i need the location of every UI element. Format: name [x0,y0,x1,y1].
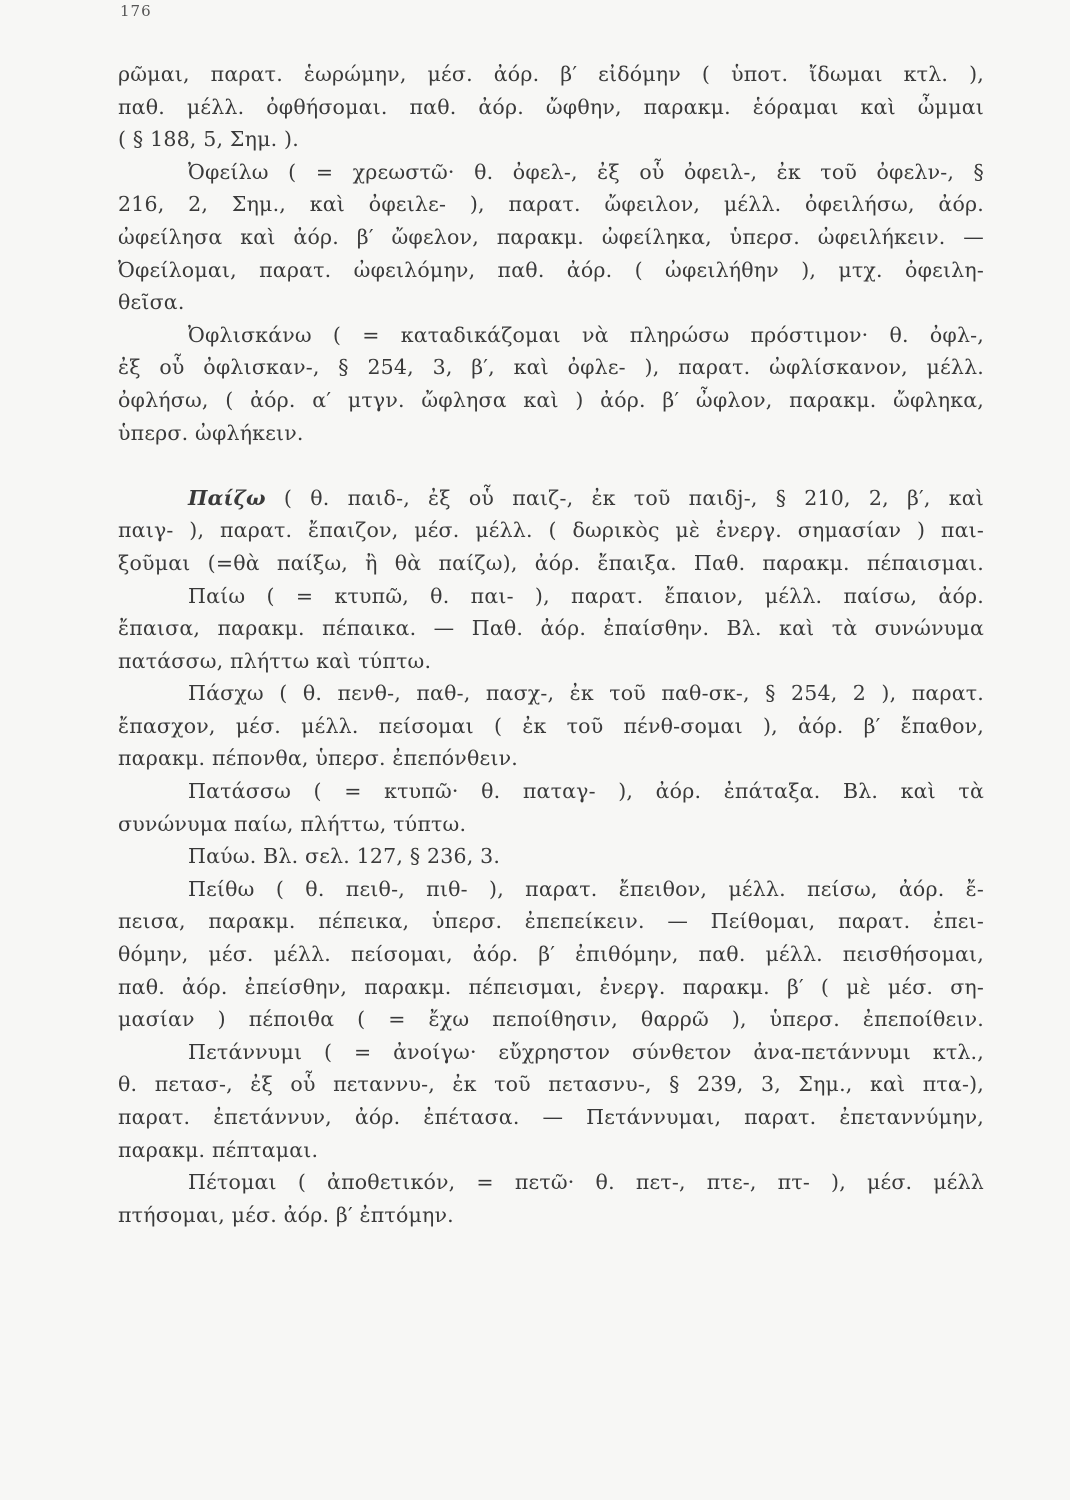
entry-pauo: Παύω. Βλ. σελ. 127, § 236, 3. [188,844,501,869]
text-line: θεῖσα. [118,290,185,315]
text-line: θ. πετασ-, ἐξ οὗ πεταννυ-, ἐκ τοῦ πετασνυ-, § 239, 3, Σημ., καὶ πτα-), [118,1072,984,1097]
text-line: ὑπερσ. ὠφλήκειν. [118,420,304,445]
text-line: παθ. μέλλ. ὀφθήσομαι. παθ. ἀόρ. ὤφθην, παρακμ. ἑόραμαι καὶ ὦμμαι [118,94,984,119]
text-line: πατάσσω, πλήττω καὶ τύπτω. [118,648,432,673]
text-line: παρακμ. πέπταμαι. [118,1137,319,1162]
text-line: ὠφείλησα καὶ ἀόρ. β′ ὤφελον, παρακμ. ὠφείληκα, ὑπερσ. ὠφειλήκειν. — [118,224,984,249]
section-gap [118,449,984,482]
text-line: παρακμ. πέπονθα, ὑπερσ. ἐπεπόνθειν. [118,746,518,771]
text-line: ἐξ οὗ ὀφλισκαν-, § 254, 3, β′, καὶ ὀφλε- ), παρατ. ὠφλίσκανον, μέλλ. [118,355,984,380]
entry-paio: Παίω ( = κτυπῶ, θ. παι- ), παρατ. ἔπαιον, μέλλ. παίσω, ἀόρ. [188,583,984,608]
text-line: ἔπασχον, μέσ. μέλλ. πείσομαι ( ἐκ τοῦ πένθ-σομαι ), ἀόρ. β′ ἔπαθον, [118,713,984,738]
entry-ofeilo: Ὀφείλω ( = χρεωστῶ· θ. ὀφελ-, ἐξ οὗ ὀφειλ-, ἐκ τοῦ ὀφελν-, § [188,159,984,184]
text-line: ( § 188, 5, Σημ. ). [118,127,299,152]
text-line: παρατ. ἐπετάννυν, ἀόρ. ἐπέτασα. — Πετάννυμαι, παρατ. ἐπεταννύμην, [118,1105,984,1129]
text-line: ὀφλήσω, ( ἀόρ. α′ μτγν. ὤφλησα καὶ ) ἀόρ. β′ ὦφλον, παρακμ. ὤφληκα, [118,387,984,412]
text-line: Ὀφείλομαι, παρατ. ὠφειλόμην, παθ. ἀόρ. ( ὠφειλήθην ), μτχ. ὀφειλη- [118,257,984,282]
entry-petomai: Πέτομαι ( ἀποθετικόν, = πετῶ· θ. πετ-, πτε-, πτ- ), μέσ. μέλλ [188,1170,984,1195]
entry-pascho: Πάσχω ( θ. πενθ-, παθ-, πασχ-, ἐκ τοῦ παθ-σκ-, § 254, 2 ), παρατ. [188,681,984,706]
dictionary-text [118,58,984,1231]
text-line: συνώνυμα παίω, πλήττω, τύπτω. [118,811,467,836]
text-line: 216, 2, Σημ., καὶ ὀφειλε- ), παρατ. ὤφειλον, μέλλ. ὀφειλήσω, ἀόρ. [118,192,984,217]
text-line: θόμην, μέσ. μέλλ. πείσομαι, ἀόρ. β′ ἐπιθόμην, παθ. μέλλ. πεισθήσομαι, [118,942,984,967]
text-line: ξοῦμαι (=θὰ παίξω, ἢ θὰ παίζω), ἀόρ. ἔπαιξα. Παθ. παρακμ. πέπαισμαι. [118,550,984,575]
text-line: ἔπαισα, παρακμ. πέπαικα. — Παθ. ἀόρ. ἐπαίσθην. Βλ. καὶ τὰ συνώνυμα [118,616,984,641]
text-line: ρῶμαι, παρατ. ἑωρώμην, μέσ. ἀόρ. β′ εἰδόμην ( ὑποτ. ἴδωμαι κτλ. ), [118,62,984,86]
text-line: παιγ- ), παρατ. ἔπαιζον, μέσ. μέλλ. ( δωρικὸς μὲ ἐνεργ. σημασίαν ) παι- [118,518,984,543]
entry-oflisikano: Ὀφλισκάνω ( = καταδικάζομαι νὰ πληρώσω πρόστιμον· θ. ὀφλ-, [188,322,984,347]
headword-paizo: Παίζω [188,485,266,510]
entry-paizo-text: ( θ. παιδ-, ἐξ οὗ παιζ-, ἐκ τοῦ παιδj-, § 210, 2, β′, καὶ [283,485,984,510]
entry-paizo [118,482,984,515]
entry-peitho: Πείθω ( θ. πειθ-, πιθ- ), παρατ. ἔπειθον, μέλλ. πείσω, ἀόρ. ἔ- [188,876,984,901]
entry-patasso: Πατάσσω ( = κτυπῶ· θ. παταγ- ), ἀόρ. ἐπάταξα. Βλ. καὶ τὰ [188,779,984,804]
text-line: μασίαν ) πέποιθα ( = ἔχω πεποίθησιν, θαρρῶ ), ὑπερσ. ἐπεποίθειν. [118,1007,984,1032]
entry-petannymi: Πετάννυμι ( = ἀνοίγω· εὔχρηστον σύνθετον ἀνα-πετάννυμι κτλ., [188,1039,984,1064]
text-line: παθ. ἀόρ. ἐπείσθην, παρακμ. πέπεισμαι, ἐνεργ. παρακμ. β′ ( μὲ μέσ. ση- [118,974,984,999]
page-number: 176 [120,2,152,20]
text-line: πτήσομαι, μέσ. ἀόρ. β′ ἐπτόμην. [118,1202,454,1227]
text-line: πεισα, παρακμ. πέπεικα, ὑπερσ. ἐπεπείκειν. — Πείθομαι, παρατ. ἐπει- [118,909,984,934]
